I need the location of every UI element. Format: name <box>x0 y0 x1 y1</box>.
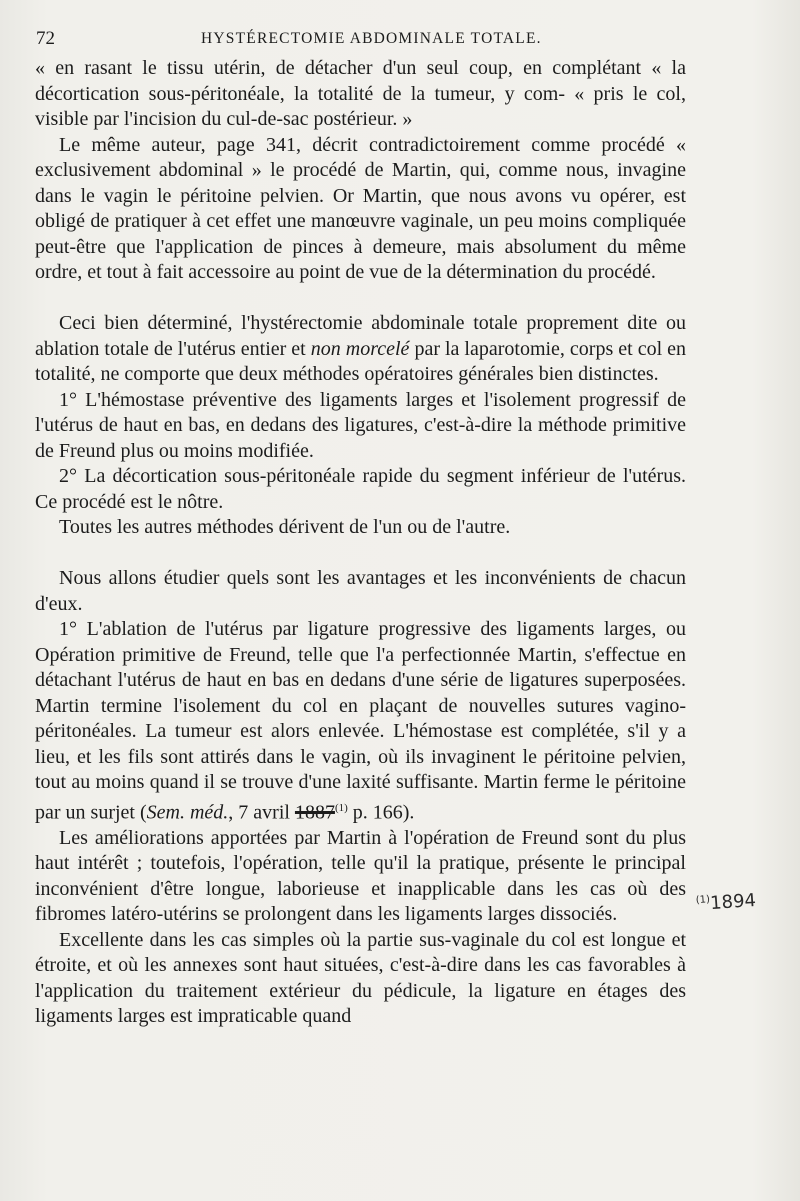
italic-run: non morcelé <box>310 337 410 360</box>
paragraph-study-intro: Nous allons étudier quels sont les avantages et les inconvénients de chacun d'eux. <box>35 567 686 615</box>
margin-note-year: 1894 <box>709 889 757 915</box>
paragraph-simple-cases: Excellente dans les cas simples où la partie sus-vaginale du col est longue et étroite, et où les annexes sont haut situées, c'est-à-dire dans les cas favorables à l'application du traitement extérieur du pédicule, la ligature en étages des ligaments larges est impraticable quand <box>35 928 686 1028</box>
text-run: Ceci bien déterminé, l'hystérectomie abdominale totale proprement dite ou ablation totale de l'utérus entier et <box>35 312 686 360</box>
struck-year: 1887 <box>294 801 335 824</box>
handwritten-margin-note <box>695 890 756 915</box>
paragraph-method-2: 2° La décortication sous-péritonéale rapide du segment inférieur de l'utérus. Ce procédé est le nôtre. <box>35 465 686 513</box>
text-run: , 7 avril <box>228 801 295 824</box>
running-title: HYSTÉRECTOMIE ABDOMINALE TOTALE. <box>201 30 542 47</box>
margin-note-mark: (1) <box>695 894 711 907</box>
body-text <box>35 56 686 1030</box>
paragraph-quote-end: « en rasant le tissu utérin, de détacher d'un seul coup, en complétant « la décortication sous-péritonéale, la totalité de la tumeur, y com- « pris le col, visible par l'incision du cul-de-sac postérieur. » <box>35 57 686 130</box>
footnote-mark: (1) <box>334 801 348 814</box>
page-number: 72 <box>36 28 55 49</box>
italic-run: Sem. méd. <box>146 801 229 824</box>
paragraph-freund-operation <box>35 617 686 826</box>
paragraph-method-1: 1° L'hémostase préventive des ligaments larges et l'isolement progressif de l'utérus de haut en bas, en dedans des ligatures, c'est-à-dire la méthode primitive de Freund plus ou moins modifiée. <box>35 388 686 462</box>
text-run: p. 166). <box>347 801 415 824</box>
paragraph-other-methods: Toutes les autres méthodes dérivent de l'un ou de l'autre. <box>59 516 511 538</box>
text-run: par la laparotomie, corps et col en totalité, ne comporte que deux méthodes opératoires générales bien distinctes. <box>35 337 687 385</box>
paragraph-improvements: Les améliorations apportées par Martin à l'opération de Freund sont du plus haut intérêt ; toutefois, l'opération, telle qu'il la pratique, présente le principal inconvénient d'être longue, laborieuse et inapplicable dans les cas où des fibromes latéro-utérins se prolongent dans les ligaments larges dissociés. <box>35 826 686 926</box>
paragraph-martin-procedure: Le même auteur, page 341, décrit contradictoirement comme procédé « exclusivement abdominal » le procédé de Martin, qui, comme nous, invagine dans le vagin le péritoine pelvien. Or Martin, que nous avons vu opérer, est obligé de pratiquer à cet effet une manœuvre vaginale, un peu moins compliquée peut-être que l'application de pinces à demeure, mais absolument du même ordre, et tout à fait accessoire au point de vue de la détermination du procédé. <box>35 133 686 283</box>
page-header <box>36 28 696 54</box>
text-run: 1° L'ablation de l'utérus par ligature progressive des ligaments larges, ou Opération primitive de Freund, telle que l'a perfectionnée Martin, s'effectue en détachant l'utérus de haut en bas en dedans d'une série de ligatures superposées. Martin termine l'isolement du col en plaçant de nouvelles sutures vagino-péritonéales. La tumeur est alors enlevée. L'hémostase est complétée, s'il y a lieu, et les fils sont attirés dans le vagin, où ils invaginent le péritoine pelvien, tout au moins quand il se trouve d'une laxité suffisante. Martin ferme le péritoine par un surjet ( <box>35 618 686 824</box>
paragraph-two-methods <box>35 311 686 388</box>
